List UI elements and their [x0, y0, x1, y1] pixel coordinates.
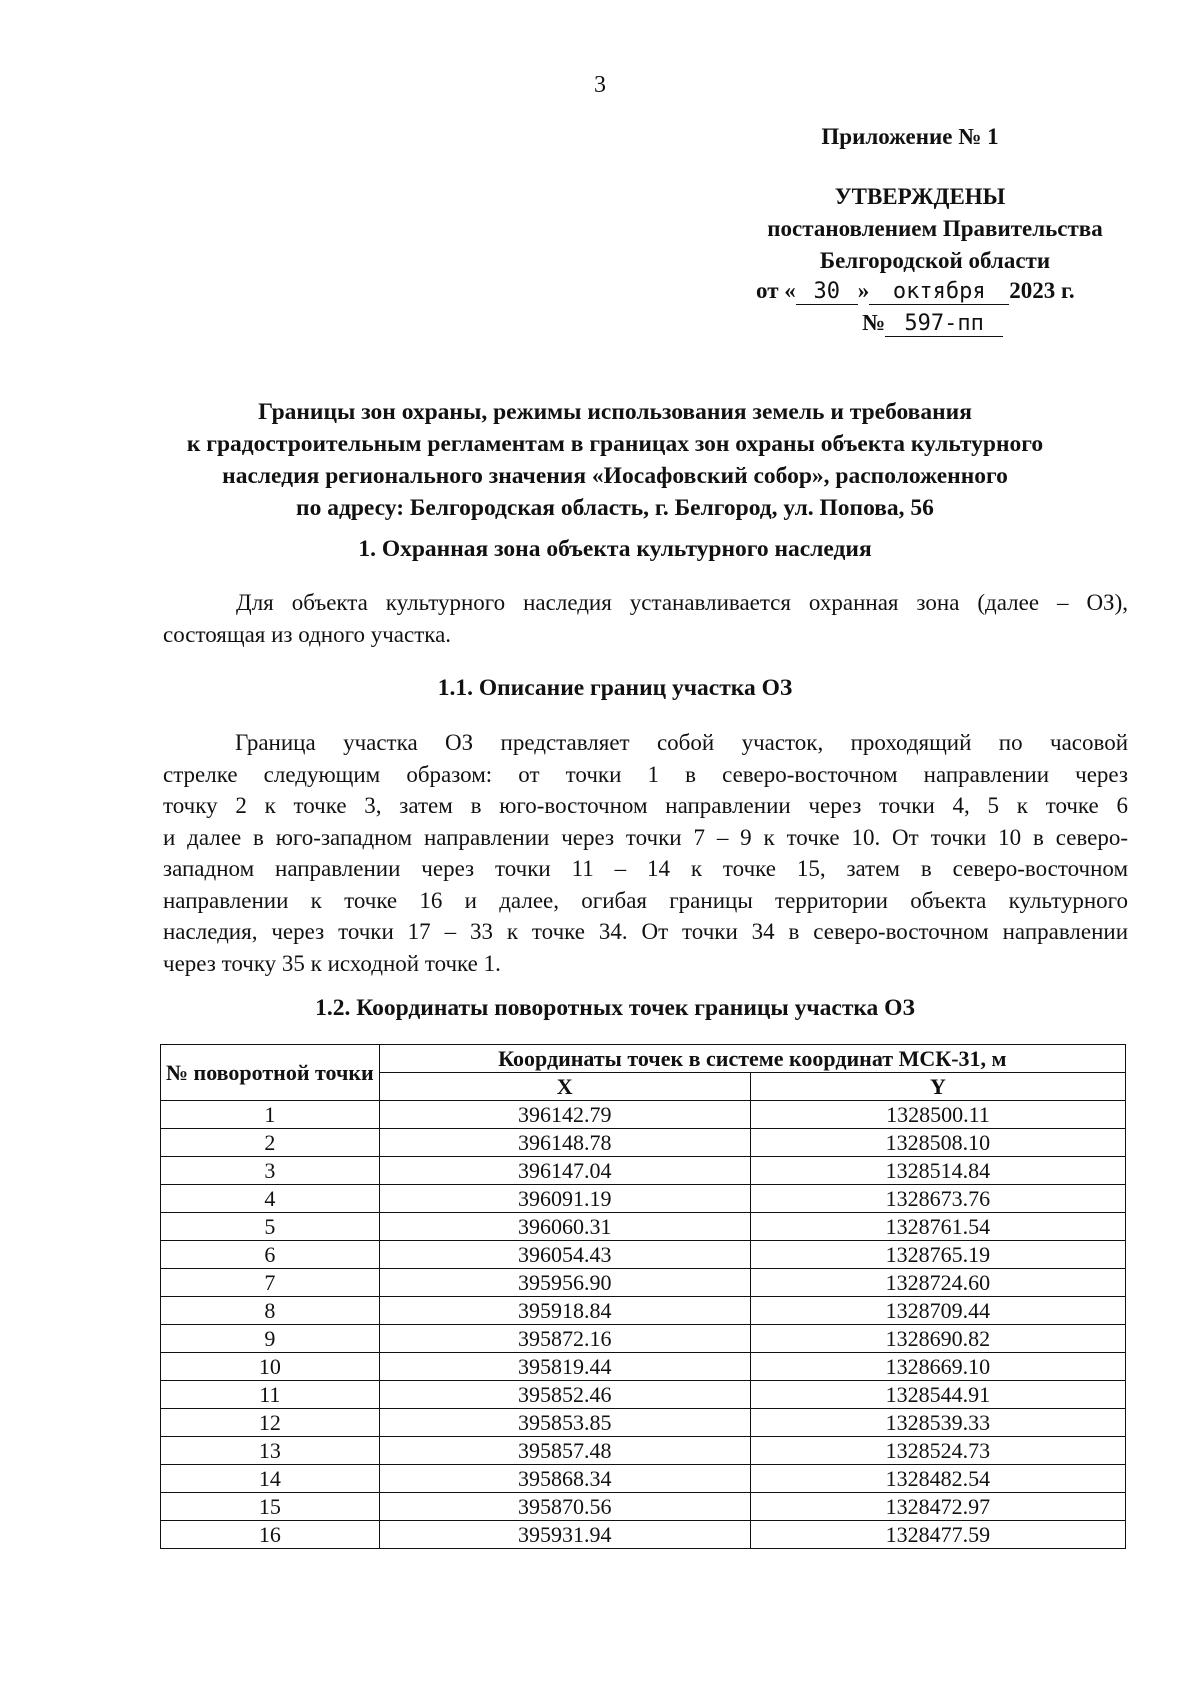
cell-y: 1328472.97	[750, 1493, 1125, 1521]
cell-point-number: 5	[161, 1213, 380, 1241]
cell-y: 1328761.54	[750, 1213, 1125, 1241]
paragraph-line: западном направлении через точки 11 – 14 к точке 15, затем в северо-восточном	[163, 856, 1128, 881]
paragraph-line: через точку 35 к исходной точке 1.	[163, 950, 501, 976]
coordinates-table	[160, 1044, 1126, 1549]
cell-x: 396148.78	[379, 1129, 750, 1157]
cell-x: 395918.84	[379, 1297, 750, 1325]
title-line: Границы зон охраны, режимы использования земель и требования	[258, 399, 972, 425]
cell-point-number: 15	[161, 1493, 380, 1521]
approval-date	[756, 278, 1146, 305]
cell-point-number: 13	[161, 1437, 380, 1465]
cell-x: 396142.79	[379, 1101, 750, 1129]
document-title	[150, 396, 1080, 524]
table-row	[161, 1493, 1126, 1521]
cell-y: 1328544.91	[750, 1381, 1125, 1409]
section-1-2-heading: 1.2. Координаты поворотных точек границы участка ОЗ	[315, 995, 915, 1021]
table-row	[161, 1437, 1126, 1465]
paragraph-line: стрелке следующим образом: от точки 1 в северо-восточном направлении через	[163, 761, 1128, 787]
table-row	[161, 1465, 1126, 1493]
header-coordinates: Координаты точек в системе координат МСК-31, м	[379, 1045, 1125, 1073]
table-row	[161, 1353, 1126, 1381]
table-row	[161, 1325, 1126, 1353]
cell-y: 1328690.82	[750, 1325, 1125, 1353]
table-row	[161, 1157, 1126, 1185]
cell-point-number: 14	[161, 1465, 380, 1493]
cell-x: 396147.04	[379, 1157, 750, 1185]
cell-point-number: 7	[161, 1269, 380, 1297]
table-row	[161, 1101, 1126, 1129]
cell-y: 1328508.10	[750, 1129, 1125, 1157]
title-line: по адресу: Белгородская область, г. Белгород, ул. Попова, 56	[296, 495, 934, 521]
section-1-paragraph	[163, 587, 1128, 650]
cell-x: 395931.94	[379, 1521, 750, 1549]
cell-point-number: 10	[161, 1353, 380, 1381]
cell-point-number: 16	[161, 1521, 380, 1549]
section-1-1-paragraph	[163, 727, 1128, 979]
cell-y: 1328709.44	[750, 1297, 1125, 1325]
cell-x: 395868.34	[379, 1465, 750, 1493]
resolution-label: постановлением Правительства	[767, 216, 1103, 241]
cell-x: 395819.44	[379, 1353, 750, 1381]
section-1-heading: 1. Охранная зона объекта культурного наследия	[358, 536, 872, 562]
cell-point-number: 2	[161, 1129, 380, 1157]
paragraph-line: состоящая из одного участка.	[163, 621, 452, 647]
table-row	[161, 1129, 1126, 1157]
page-number: 3	[594, 72, 606, 98]
date-day: 30	[796, 279, 858, 305]
paragraph-line: точку 2 к точке 3, затем в юго-восточном направлении через точки 4, 5 к точке 6	[163, 793, 1128, 818]
approval-number	[862, 310, 1122, 337]
table-row	[161, 1241, 1126, 1269]
cell-x: 395956.90	[379, 1269, 750, 1297]
header-x: X	[379, 1073, 750, 1101]
paragraph-line: Граница участка ОЗ представляет собой участок, проходящий по часовой	[235, 730, 1128, 755]
cell-y: 1328514.84	[750, 1157, 1125, 1185]
cell-x: 395872.16	[379, 1325, 750, 1353]
region-label: Белгородской области	[819, 248, 1051, 273]
header-point-number: № поворотной точки	[161, 1045, 380, 1101]
cell-x: 396054.43	[379, 1241, 750, 1269]
cell-x: 395853.85	[379, 1409, 750, 1437]
cell-point-number: 6	[161, 1241, 380, 1269]
cell-y: 1328482.54	[750, 1465, 1125, 1493]
table-row	[161, 1381, 1126, 1409]
title-line: наследия регионального значения «Иосафовский собор», расположенного	[222, 463, 1008, 489]
title-line: к градостроительным регламентам в границах зон охраны объекта культурного	[186, 431, 1044, 457]
approved-label: УТВЕРЖДЕНЫ	[834, 184, 1006, 209]
date-month: октября	[869, 279, 1009, 305]
header-y: Y	[750, 1073, 1125, 1101]
cell-x: 396091.19	[379, 1185, 750, 1213]
cell-x: 395857.48	[379, 1437, 750, 1465]
cell-x: 395870.56	[379, 1493, 750, 1521]
table-row	[161, 1269, 1126, 1297]
cell-point-number: 1	[161, 1101, 380, 1129]
cell-x: 395852.46	[379, 1381, 750, 1409]
date-year: 2023 г.	[1009, 278, 1075, 303]
table-row	[161, 1297, 1126, 1325]
table-row	[161, 1521, 1126, 1549]
cell-y: 1328669.10	[750, 1353, 1125, 1381]
cell-point-number: 3	[161, 1157, 380, 1185]
paragraph-line: Для объекта культурного наследия устанавливается охранная зона (далее – ОЗ),	[236, 590, 1128, 615]
number-prefix: №	[862, 310, 886, 335]
cell-y: 1328539.33	[750, 1409, 1125, 1437]
number-value: 597-пп	[885, 311, 1003, 337]
cell-y: 1328500.11	[750, 1101, 1125, 1129]
appendix-label: Приложение № 1	[821, 124, 999, 149]
cell-y: 1328724.60	[750, 1269, 1125, 1297]
cell-point-number: 9	[161, 1325, 380, 1353]
cell-x: 396060.31	[379, 1213, 750, 1241]
table-row	[161, 1185, 1126, 1213]
cell-y: 1328477.59	[750, 1521, 1125, 1549]
cell-y: 1328524.73	[750, 1437, 1125, 1465]
paragraph-line: наследия, через точки 17 – 33 к точке 34. От точки 34 в северо-восточном направлении	[163, 919, 1128, 944]
date-mid: »	[857, 278, 870, 303]
cell-point-number: 8	[161, 1297, 380, 1325]
section-1-1-heading: 1.1. Описание границ участка ОЗ	[437, 675, 793, 701]
table-header-row	[161, 1045, 1126, 1073]
cell-y: 1328673.76	[750, 1185, 1125, 1213]
table-row	[161, 1213, 1126, 1241]
paragraph-line: и далее в юго-западном направлении через точки 7 – 9 к точке 10. От точки 10 в северо-	[163, 824, 1128, 850]
cell-point-number: 11	[161, 1381, 380, 1409]
cell-point-number: 4	[161, 1185, 380, 1213]
paragraph-line: направлении к точке 16 и далее, огибая границы территории объекта культурного	[163, 887, 1128, 913]
table-row	[161, 1409, 1126, 1437]
cell-y: 1328765.19	[750, 1241, 1125, 1269]
date-prefix: от «	[756, 278, 796, 303]
cell-point-number: 12	[161, 1409, 380, 1437]
